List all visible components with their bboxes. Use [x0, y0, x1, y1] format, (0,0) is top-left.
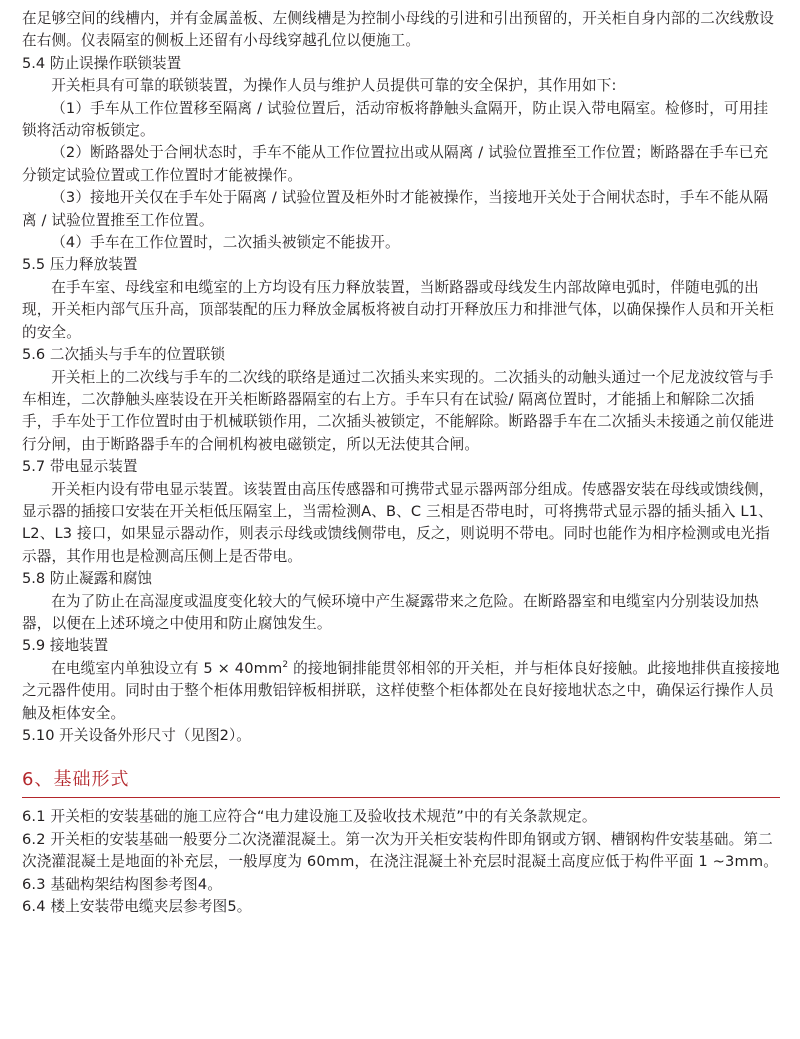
paragraph-5-4-item-4: （4）手车在工作位置时，二次插头被锁定不能拔开。 — [51, 234, 400, 252]
paragraph-5-4-lead: 开关柜具有可靠的联锁装置，为操作人员与维护人员提供可靠的安全保护，其作用如下: — [51, 77, 617, 95]
paragraph-6-4: 6.4 楼上安装带电缆夹层参考图5。 — [22, 898, 252, 916]
heading-5-4: 5.4 防止误操作联锁装置 — [22, 54, 182, 72]
heading-5-7: 5.7 带电显示装置 — [22, 458, 138, 476]
paragraph-5-9-part-1: 在电缆室内单独设立有 5 × 40mm — [51, 659, 283, 677]
paragraph-5-9 — [22, 658, 780, 725]
paragraph-6-3: 6.3 基础构架结构图参考图4。 — [22, 875, 223, 893]
section-title-6: 6、基础形式 — [22, 767, 780, 798]
paragraph-5-9-part-2: 的接地铜排能贯邻相邻的开关柜，并与柜体良好接触。此接地排供直接接地之元器件使用。同时由于整个柜体用敷铝锌板相拼联，这样使整个柜体都处在良好接地状态之中，确保运行操作人员触及柜体安全。 — [22, 659, 780, 722]
paragraph-5-4-item-1: （1）手车从工作位置移至隔离 / 试验位置后，活动帘板将静触头盒隔开，防止误入带电隔室。检修时，可用挂锁将活动帘板锁定。 — [22, 99, 769, 140]
heading-5-9: 5.9 接地装置 — [22, 637, 109, 655]
paragraph-5-6: 开关柜上的二次线与手车的二次线的联络是通过二次插头来实现的。二次插头的动触头通过一个尼龙波纹管与手车相连，二次静触头座装设在开关柜断路器隔室的右上方。手车只有在试验/ 隔离位置时，才能插上和解除二次插手，手车处于工作位置时由于机械联锁作用，二次插头被锁定，不能解除。断路器手车在二次插头未接通之前仅能进行分闸，由于断路器手车的合闸机构被电磁锁定，所以无法使其合闸。 — [22, 368, 774, 453]
heading-5-5: 5.5 压力释放装置 — [22, 256, 138, 274]
paragraph-5-5: 在手车室、母线室和电缆室的上方均设有压力释放装置，当断路器或母线发生内部故障电弧时，伴随电弧的出现，开关柜内部气压升高，顶部装配的压力释放金属板将被自动打开释放压力和排泄气体，以确保操作人员和开关柜的安全。 — [22, 278, 774, 341]
squared-superscript: 2 — [282, 659, 289, 670]
heading-5-10: 5.10 开关设备外形尺寸（见图2）。 — [22, 727, 251, 744]
paragraph-5-8: 在为了防止在高湿度或温度变化较大的气候环境中产生凝露带来之危险。在断路器室和电缆室内分别装设加热器，以便在上述环境之中使用和防止腐蚀发生。 — [22, 592, 759, 632]
intro-paragraph: 在足够空间的线槽内，并有金属盖板、左侧线槽是为控制小母线的引进和引出预留的，开关柜自身内部的二次线敷设在右侧。仪表隔室的侧板上还留有小母线穿越孔位以便施工。 — [22, 10, 774, 50]
heading-5-8: 5.8 防止凝露和腐蚀 — [22, 570, 153, 588]
heading-5-6: 5.6 二次插头与手车的位置联锁 — [22, 346, 225, 364]
paragraph-6-2: 6.2 开关柜的安装基础一般要分二次浇灌混凝土。第一次为开关柜安装构件即角钢或方钢、槽钢构件安装基础。第二次浇灌混凝土是地面的补充层，一般厚度为 60mm，在浇注混凝土补充层时混凝土高度应低于构件平面 1 ~3mm。 — [22, 830, 778, 871]
paragraph-5-7: 开关柜内设有带电显示装置。该装置由高压传感器和可携带式显示器两部分组成。传感器安装在母线或馈线侧，显示器的插接口安装在开关柜低压隔室上，当需检测A、B、C 三相是否带电时，可将携带式显示器的插头插入 L1、L2、L3 接口，如果显示器动作，则表示母线或馈线侧带电，反之，则说明不带电。同时也能作为相序检测或电光指示器，其作用也是检测高压侧上是否带电。 — [22, 480, 774, 565]
paragraph-6-1: 6.1 开关柜的安装基础的施工应符合“电力建设施工及验收技术规范”中的有关条款规定。 — [22, 808, 597, 826]
paragraph-5-4-item-2: （2）断路器处于合闸状态时，手车不能从工作位置拉出或从隔离 / 试验位置推至工作位置；断路器在手车已充分锁定试验位置或工作位置时才能被操作。 — [22, 144, 769, 184]
paragraph-5-4-item-3: （3）接地开关仅在手车处于隔离 / 试验位置及柜外时才能被操作，当接地开关处于合闸状态时，手车不能从隔离 / 试验位置推至工作位置。 — [22, 189, 769, 229]
